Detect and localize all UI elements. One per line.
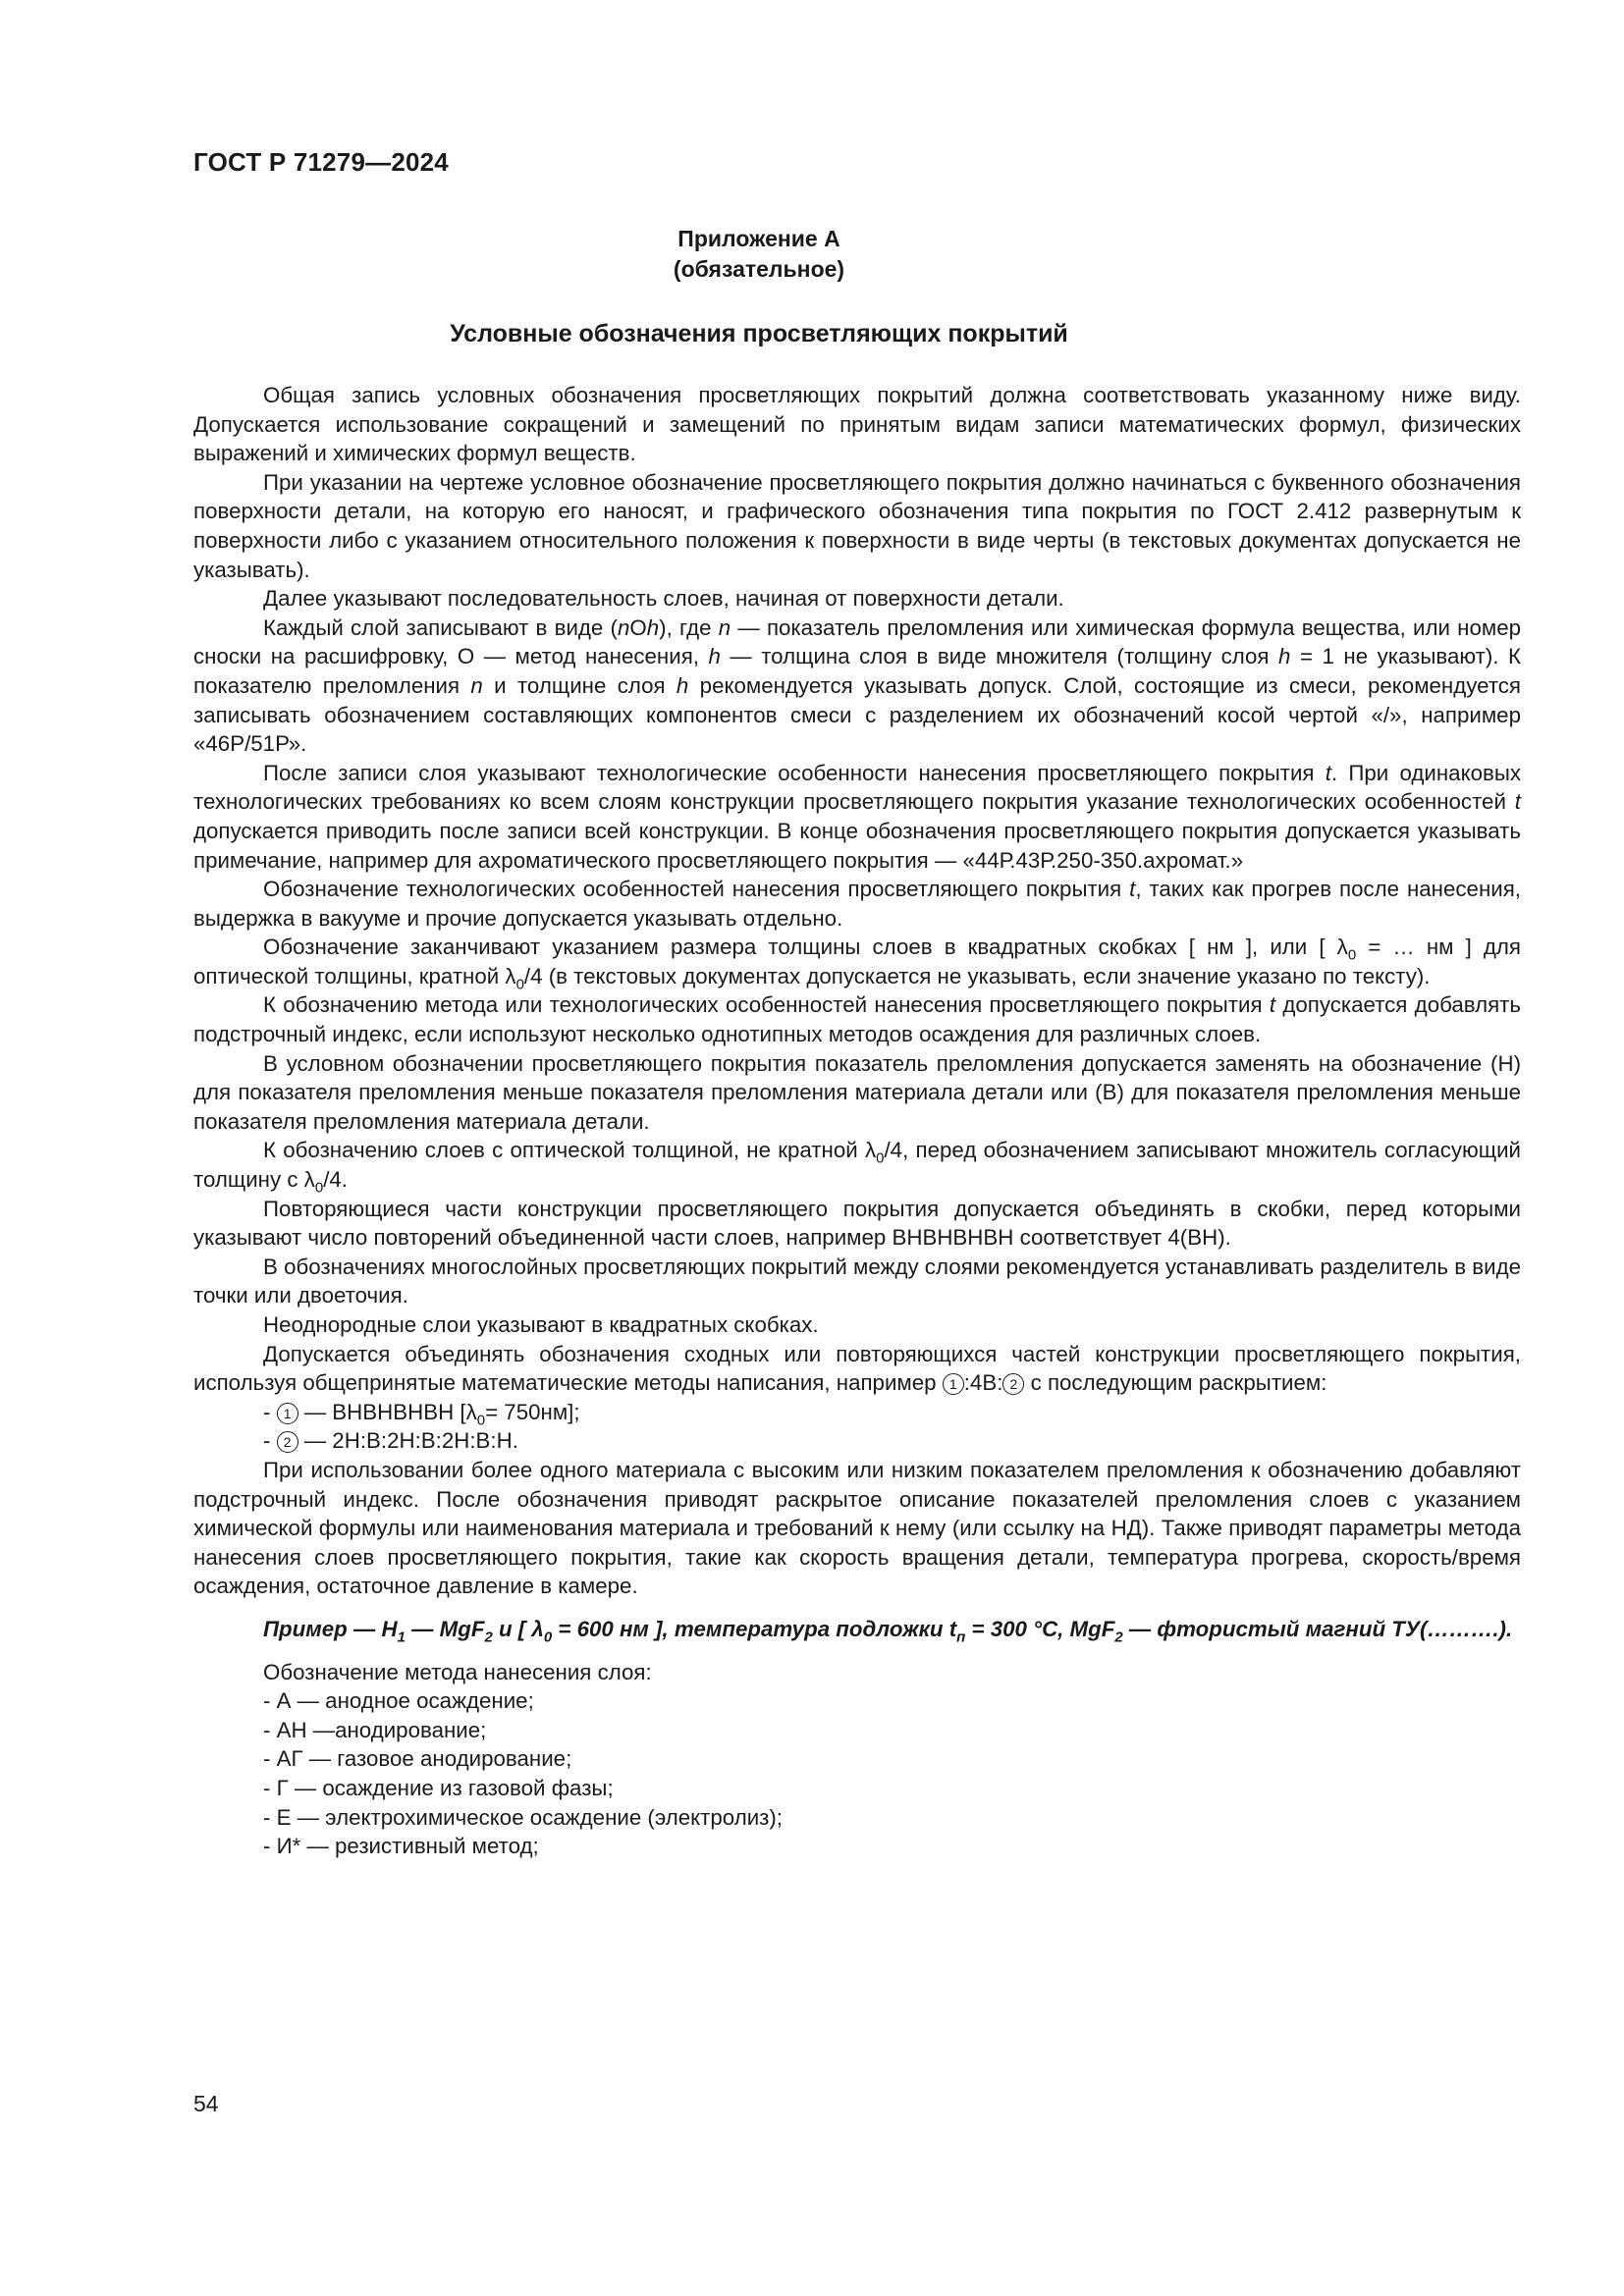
document-body <box>193 381 1521 1861</box>
paragraph: В условном обозначении просветляющего покрытия показатель преломления допускается заменять на обозначение (Н) для показателя преломления меньше показателя преломления материала детали или (В) для показателя преломления меньше показателя преломления материала детали. <box>193 1050 1521 1134</box>
paragraph: Общая запись условных обозначения просветляющих покрытий должна соответствовать указанному ниже виду. Допускается использование сокращений и замещений по принятым видам записи математических формул, физических выражений и химических формул веществ. <box>193 383 1521 466</box>
methods-heading: Обозначение метода нанесения слоя: <box>263 1659 652 1684</box>
method-list-item: - АН —анодирование; <box>263 1717 487 1742</box>
method-list-item: - А — анодное осаждение; <box>263 1688 534 1714</box>
circled-number-1: 1 <box>277 1403 298 1424</box>
circled-number-2: 2 <box>277 1431 298 1453</box>
paragraph: К обозначению слоев с оптической толщиной, не кратной $\lambda_0/4$, перед обозначением записывают множитель согласующий толщину с $\lambda_0/4$. <box>193 1138 1521 1197</box>
paragraph: Далее указывают последовательность слоев, начиная от поверхности детали. <box>263 586 1064 612</box>
appendix-status: (обязательное) <box>673 256 845 282</box>
paragraph: После записи слоя указывают технологические особенности нанесения просветляющего покрытия t. При одинаковых технологических требованиях ко всем слоям конструкции просветляющего покрытия указание технологических особенностей t допускается приводить после записи всей конструкции. В конце обозначения просветляющего покрытия допускается указывать примечание, например для ахроматического просветляющего покрытия — «44Р.43Р.250-350.ахромат.» <box>193 760 1521 873</box>
paragraph: Неоднородные слои указывают в квадратных скобках. <box>263 1312 819 1337</box>
paragraph: Каждый слой записывают в виде (nOh), где n — показатель преломления или химическая формула вещества, или номер сноски на расшифровку, O — метод нанесения, h — толщина слоя в виде множителя (толщину слоя h = 1 не указывают). К показателю преломления n и толщине слоя h рекомендуется указывать допуск. Слой, состоящие из смеси, рекомендуется записывать обозначением составляющих компонентов смеси с разделением их обозначений косой чертой «/», например «46Р/51Р». <box>193 614 1521 757</box>
list-item: - 2 — 2Н:В:2Н:В:2Н:В:Н. <box>263 1428 518 1454</box>
paragraph: Обозначение заканчивают указанием размера толщины слоев в квадратных скобках [ нм ], или [ $\lambda_0$ = … нм ] для оптической толщины, кратной $\lambda_0/4$ (в текстовых документах допускается не указывать, если значение указано по тексту). <box>193 934 1521 993</box>
method-list-item: - Г — осаждение из газовой фазы; <box>263 1775 614 1800</box>
list-item: - 1 — ВНВНВНВН $[\lambda_0= 750нм]$; <box>263 1399 580 1429</box>
paragraph: Повторяющиеся части конструкции просветляющего покрытия допускается объединять в скобки, перед которыми указывают число повторений объединенной части слоев, например ВНВНВНВН соответствует 4(ВН). <box>193 1196 1521 1251</box>
method-list-item: - АГ — газовое анодирование; <box>263 1746 572 1772</box>
example-paragraph: Пример — $H_1$ — MgF$_2$ и [ $\lambda_0 = 600$ нм ], температура подложки $t_п = 300$ °С, MgF$_2$ — фтористый магний ТУ(……….). <box>263 1616 1513 1646</box>
paragraph: В обозначениях многослойных просветляющих покрытий между слоями рекомендуется устанавливать разделитель в виде точки или двоеточия. <box>193 1254 1521 1308</box>
standard-code: ГОСТ Р 71279—2024 <box>193 147 449 177</box>
circled-number-2: 2 <box>1002 1373 1024 1395</box>
appendix-heading <box>193 224 1325 285</box>
paragraph: При указании на чертеже условное обозначение просветляющего покрытия должно начинаться с буквенного обозначения поверхности детали, на которую его наносят, и графического обозначения типа покрытия по ГОСТ 2.412 развернутым к поверхности либо с указанием относительного положения к поверхности в виде черты (в текстовых документах допускается не указывать). <box>193 469 1521 582</box>
page-number: 54 <box>193 2091 219 2116</box>
appendix-label: Приложение А <box>677 226 840 251</box>
method-list-item: - И* — резистивный метод; <box>263 1834 539 1859</box>
paragraph: К обозначению метода или технологических особенностей нанесения просветляющего покрытия t допускается добавлять подстрочный индекс, если используют несколько однотипных методов осаждения для различных слоев. <box>193 992 1521 1047</box>
paragraph: При использовании более одного материала с высоким или низким показателем преломления к обозначению добавляют подстрочный индекс. После обозначения приводят раскрытое описание показателей преломления слоев с указанием химической формулы или наименования материала и требований к нему (или ссылку на НД). Также приводят параметры метода нанесения слоев просветляющего покрытия, такие как скорость вращения детали, температура прогрева, скорость/время осаждения, остаточное давление в камере. <box>193 1457 1521 1599</box>
appendix-title: Условные обозначения просветляющих покрытий <box>450 320 1068 347</box>
paragraph: Обозначение технологических особенностей нанесения просветляющего покрытия t, таких как прогрев после нанесения, выдержка в вакууме и прочие допускается указывать отдельно. <box>193 877 1521 931</box>
paragraph: Допускается объединять обозначения сходных или повторяющихся частей конструкции просветляющего покрытия, используя общепринятые математические методы написания, например 1 :4В: 2 с последующим раскрытием: <box>193 1341 1521 1396</box>
circled-number-1: 1 <box>943 1373 964 1395</box>
method-list-item: - Е — электрохимическое осаждение (электролиз); <box>263 1804 783 1830</box>
